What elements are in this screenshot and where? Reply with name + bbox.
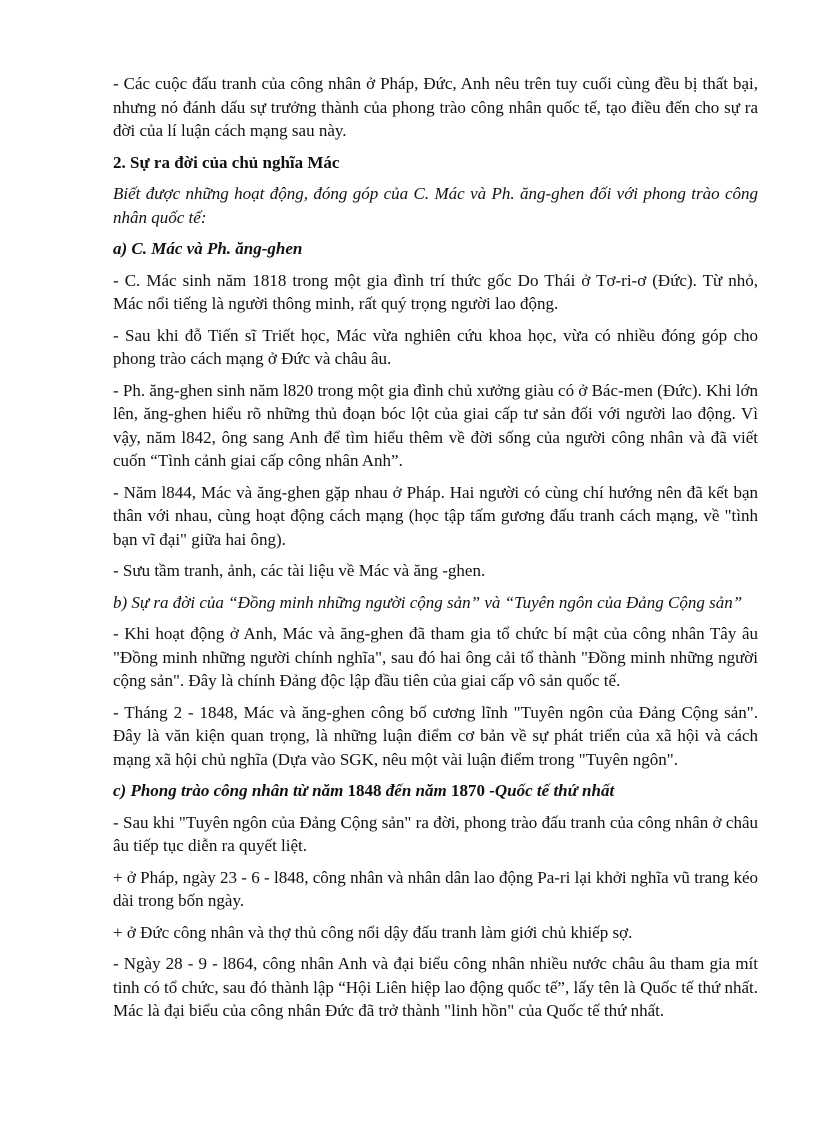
paragraph-france-1848: + ở Pháp, ngày 23 - 6 - l848, công nhân và nhân dân lao động Pa-ri lại khởi nghĩa vũ trang kéo dài trong bốn ngày.	[113, 867, 758, 910]
section-intro: Biết được những hoạt động, đóng góp của C. Mác và Ph. ăng-ghen đối với phong trào công nhân quốc tế:	[113, 184, 758, 227]
subheading-c-year1: 1848	[347, 781, 382, 800]
subheading-c-year2: 1870	[450, 781, 485, 800]
paragraph-manifesto: - Tháng 2 - 1848, Mác và ăng-ghen công bố cương lĩnh "Tuyên ngôn của Đảng Cộng sản". Đây là văn kiện quan trọng, là những luận điểm cơ bản về sự phát triển của xã hội và cách mạng xã hội chủ nghĩa (Dựa vào SGK, nêu một vài luận điểm trong "Tuyên ngôn".	[113, 702, 758, 769]
paragraph-failure-summary: - Các cuộc đấu tranh của công nhân ở Pháp, Đức, Anh nêu trên tuy cuối cùng đều bị thất bại, nhưng nó đánh dấu sự trưởng thành của phong trào công nhân quốc tế, tạo điều đến cho sự ra đời của lí luận cách mạng sau này.	[113, 74, 758, 140]
subheading-first-international	[113, 779, 758, 803]
subheading-communist-league: b) Sự ra đời của “Đồng minh những người cộng sản” và “Tuyên ngôn của Đảng Cộng sản”	[113, 592, 743, 612]
document-page	[113, 72, 758, 1031]
paragraph-collect-materials: - Sưu tầm tranh, ảnh, các tài liệu về Mác và ăng -ghen.	[113, 561, 486, 580]
subheading-marx-engels: a) C. Mác và Ph. ăng-ghen	[113, 239, 303, 258]
paragraph-marx-doctorate: - Sau khi đỗ Tiến sĩ Triết học, Mác vừa nghiên cứu khoa học, vừa có nhiều đóng góp cho phong trào cách mạng ở Đức và châu âu.	[113, 325, 758, 368]
paragraph-after-manifesto: - Sau khi "Tuyên ngôn của Đảng Cộng sản" ra đời, phong trào đấu tranh của công nhân ở châu âu tiếp tục diễn ra quyết liệt.	[113, 812, 758, 855]
section-heading-marxism: 2. Sự ra đời của chủ nghĩa Mác	[113, 152, 340, 172]
paragraph-league-formation: - Khi hoạt động ở Anh, Mác và ăng-ghen đã tham gia tổ chức bí mật của công nhân Tây âu "Đồng minh những người chính nghĩa", sau đó hai ông cải tổ thành "Đồng minh những người cộng sản". Đây là chính Đảng độc lập đầu tiên của giai cấp vô sản quốc tế.	[113, 624, 758, 690]
paragraph-meeting-1844: - Năm l844, Mác và ăng-ghen gặp nhau ở Pháp. Hai người có cùng chí hướng nên đã kết bạn thân với nhau, cùng hoạt động cách mạng (học tập tấm gương đấu tranh cách mạng, về "tình bạn vĩ đại" giữa hai ông).	[113, 482, 758, 549]
subheading-c-part3: -Quốc tế thứ nhất	[484, 781, 615, 800]
paragraph-first-international: - Ngày 28 - 9 - l864, công nhân Anh và đại biểu công nhân nhiều nước châu âu tham gia mít tinh có tổ chức, sau đó thành lập “Hội Liên hiệp lao động quốc tế”, lấy tên là Quốc tế thứ nhất. Mác là đại biểu của công nhân Đức đã trở thành "linh hồn" của Quốc tế thứ nhất.	[113, 954, 758, 1020]
paragraph-germany: + ở Đức công nhân và thợ thủ công nổi dậy đấu tranh làm giới chủ khiếp sợ.	[113, 922, 633, 942]
subheading-c-part1: c) Phong trào công nhân từ năm	[113, 781, 348, 800]
paragraph-marx-birth: - C. Mác sinh năm 1818 trong một gia đình trí thức gốc Do Thái ở Tơ-ri-ơ (Đức). Từ nhỏ, Mác nổi tiếng là người thông minh, rất quý trọng người lao động.	[113, 270, 758, 313]
paragraph-engels-birth: - Ph. ăng-ghen sinh năm l820 trong một gia đình chủ xưởng giàu có ở Bác-men (Đức). Khi lớn lên, ăng-ghen hiểu rõ những thủ đoạn bóc lột của giai cấp tư sản đối với người lao động. Vì vậy, năm l842, ông sang Anh để tìm hiểu thêm về đời sống của người công nhân và đã viết cuốn “Tình cảnh giai cấp công nhân Anh”.	[113, 380, 759, 470]
subheading-c-part2: đến năm	[381, 781, 451, 800]
